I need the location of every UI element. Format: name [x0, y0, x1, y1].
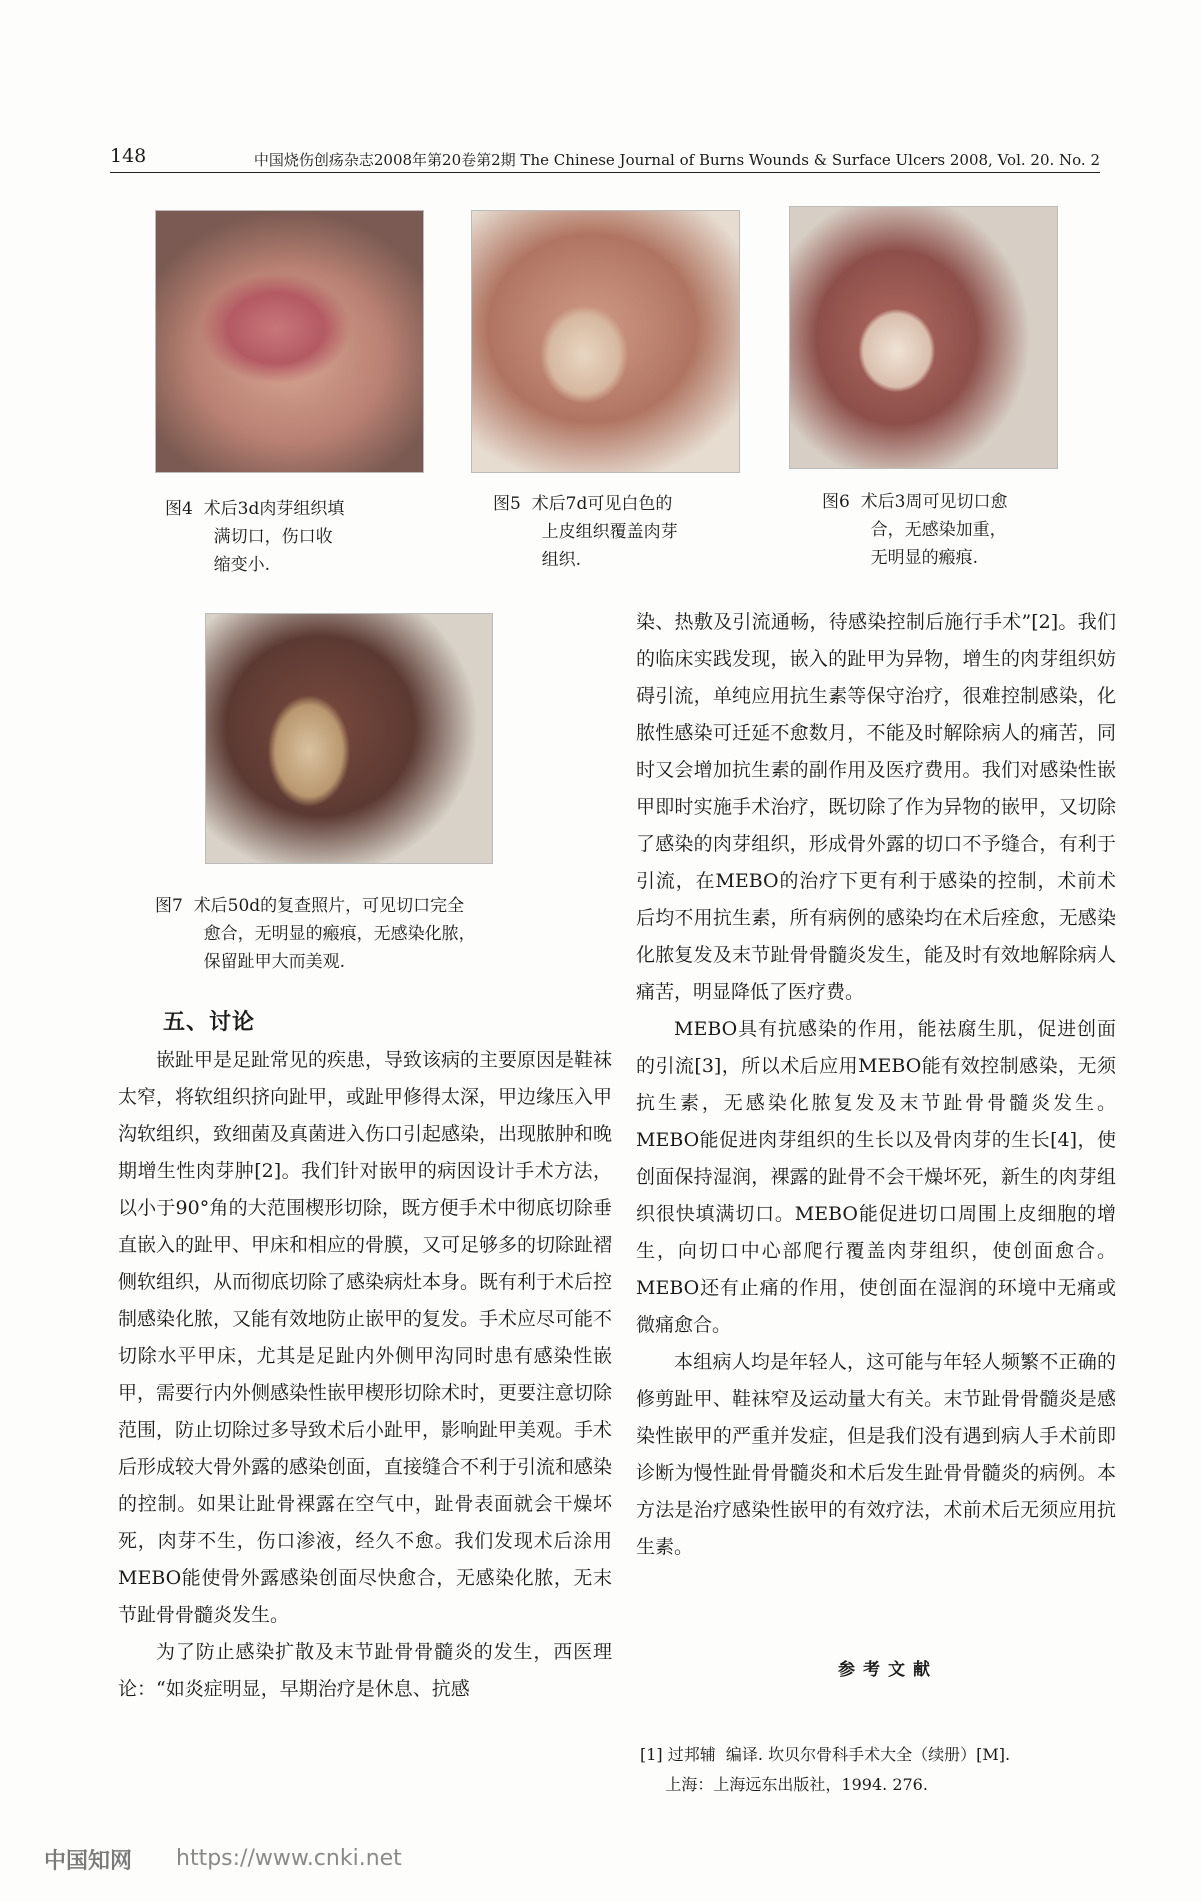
references-title: 参考文献 [838, 1660, 938, 1680]
cnki-url[interactable]: https://www.cnki.net [176, 1846, 402, 1871]
figure-7-caption: 图7 术后50d的复查照片，可见切口完全 愈合，无明显的瘢痕，无感染化脓， 保留趾甲大而美观. [155, 896, 476, 972]
figure-6-photo [789, 206, 1058, 469]
reference-item: [1] 过邦辅 编译. 坎贝尔骨科手术大全（续册）[M]. 上海：上海远东出版社，1994. 276. [640, 1745, 1011, 1794]
paragraph: 嵌趾甲是足趾常见的疾患，导致该病的主要原因是鞋袜太窄，将软组织挤向趾甲，或趾甲修得太深，甲边缘压入甲沟软组织，致细菌及真菌进入伤口引起感染，出现脓肿和晚期增生性肉芽肿[2]。我们针对嵌甲的病因设计手术方法，以小于90°角的大范围楔形切除，既方便手术中彻底切除垂直嵌入的趾甲、甲床和相应的骨膜，又可足够多的切除趾褶侧软组织，从而彻底切除了感染病灶本身。既有利于术后控制感染化脓，又能有效地防止嵌甲的复发。手术应尽可能不切除水平甲床，尤其是足趾内外侧甲沟同时患有感染性嵌甲，需要行内外侧感染性嵌甲楔形切除术时，更要注意切除范围，防止切除过多导致术后小趾甲，影响趾甲美观。手术后形成较大骨外露的感染创面，直接缝合不利于引流和感染的控制。如果让趾骨裸露在空气中，趾骨表面就会干燥坏死，肉芽不生，伤口渗液，经久不愈。我们发现术后涂用MEBO能使骨外露感染创面尽快愈合，无感染化脓，无末节趾骨骨髓炎发生。 [118, 1049, 613, 1626]
figure-5-caption: 图5 术后7d可见白色的 上皮组织覆盖肉芽 组织. [493, 494, 678, 570]
right-column [636, 604, 1116, 1566]
running-header [110, 145, 1100, 173]
figure-7-photo [205, 613, 493, 864]
cnki-logo: 中国知网 [44, 1849, 133, 1874]
section-title: 五、讨论 [163, 1009, 256, 1035]
left-column [118, 1042, 612, 1708]
paragraph: 本组病人均是年轻人，这可能与年轻人频繁不正确的修剪趾甲、鞋袜窄及运动量大有关。末节趾骨骨髓炎是感染性嵌甲的严重并发症，但是我们没有遇到病人手术前即诊断为慢性趾骨骨髓炎和术后发生趾骨骨髓炎的病例。本方法是治疗感染性嵌甲的有效疗法，术前术后无须应用抗生素。 [636, 1351, 1116, 1558]
figure-6-caption: 图6 术后3周可见切口愈 合，无感染加重， 无明显的瘢痕. [822, 492, 1008, 568]
figure-5-photo [471, 210, 740, 473]
figure-4-photo [155, 210, 424, 473]
page-number: 148 [110, 145, 147, 167]
journal-title: 中国烧伤创疡杂志2008年第20卷第2期 The Chinese Journal of Burns Wounds & Surface Ulcers 2008, Vol. 20. No. 2 [253, 151, 1100, 169]
figure-4-caption: 图4 术后3d肉芽组织填 满切口，伤口收 缩变小. [165, 499, 345, 575]
paragraph: 为了防止感染扩散及末节趾骨骨髓炎的发生，西医理论：“如炎症明显，早期治疗是休息、抗感 [118, 1641, 612, 1700]
paragraph: MEBO具有抗感染的作用，能祛腐生肌，促进创面的引流[3]，所以术后应用MEBO能有效控制感染，无须抗生素，无感染化脓复发及末节趾骨骨髓炎发生。MEBO能促进肉芽组织的生长以及骨肉芽的生长[4]，使创面保持湿润，裸露的趾骨不会干燥坏死，新生的肉芽组织很快填满切口。MEBO能促进切口周围上皮细胞的增生，向切口中心部爬行覆盖肉芽组织，使创面愈合。MEBO还有止痛的作用，使创面在湿润的环境中无痛或微痛愈合。 [636, 1018, 1116, 1336]
paragraph: 染、热敷及引流通畅，待感染控制后施行手术”[2]。我们的临床实践发现，嵌入的趾甲为异物，增生的肉芽组织妨碍引流，单纯应用抗生素等保守治疗，很难控制感染，化脓性感染可迁延不愈数月，不能及时解除病人的痛苦，同时又会增加抗生素的副作用及医疗费用。我们对感染性嵌甲即时实施手术治疗，既切除了作为异物的嵌甲，又切除了感染的肉芽组织，形成骨外露的切口不予缝合，有利于引流，在MEBO的治疗下更有利于感染的控制，术前术后均不用抗生素，所有病例的感染均在术后痊愈，无感染化脓复发及末节趾骨骨髓炎发生，能及时有效地解除病人痛苦，明显降低了医疗费。 [636, 611, 1116, 1003]
